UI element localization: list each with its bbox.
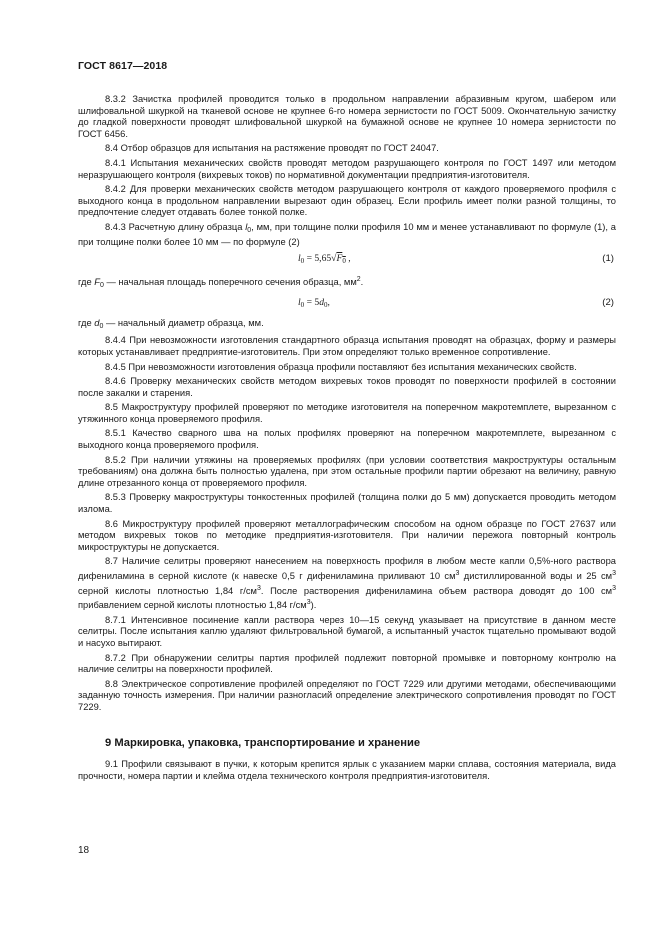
formula-1 [78, 253, 616, 266]
formula-1-radicand [336, 253, 345, 264]
formula-1-lhs: l [298, 253, 301, 265]
page-number: 18 [78, 845, 90, 856]
superscript-three-e: 3 [306, 599, 311, 607]
formula-1-lhs-subscript: 0 [300, 257, 305, 266]
formula-2-coefficient: = 5 [304, 296, 320, 308]
paragraph-8-4-5: 8.4.5 При невозможности изготовления образца профили поставляют без испытания механических свойств. [105, 361, 577, 372]
symbol-l: l [245, 221, 248, 232]
paragraph-8-7-1: 8.7.1 Интенсивное посинение капли раствора через 10—15 секунд указывает на присутствие в данном месте селитры. После испытания каплю удаляют фильтровальной бумагой, а испытанный участок тщательно промывают водой и насухо вытирают. [78, 614, 616, 648]
paragraph-8-5-2: 8.5.2 При наличии утяжины на проверяемых профилях (при условии соответствия макроструктуры остальным требованиям) она должна быть полностью удалена, при этом остальные профили партии обрезают на величину, равную длине отрезанного конца от проверяемого профиля. [78, 454, 616, 488]
where-d0-text: — начальный диаметр образца, мм. [103, 317, 264, 328]
superscript-two: 2 [356, 276, 361, 284]
paragraph-8-8: 8.8 Электрическое сопротивление профилей определяют по ГОСТ 7229 или другими методами, обеспечивающими заданную точность измерения. При наличии разногласий определение электрического сопротивления проводят по ГОСТ 7229. [78, 678, 616, 712]
where-f0-line [78, 274, 616, 292]
subscript-zero: 0 [247, 226, 252, 234]
superscript-three-a: 3 [455, 570, 460, 577]
sqrt-symbol: √ [331, 253, 337, 265]
symbol-d-subscript: 0 [99, 322, 104, 330]
formula-1-coefficient: = 5,65 [304, 253, 332, 265]
paragraph-8-4-1: 8.4.1 Испытания механических свойств проводят методом разрушающего контроля по ГОСТ 1497 или методом неразрушающего контроля (вихревых токов) по нормативной документации предприятия-изготовителя. [78, 157, 616, 180]
paragraph-8-4-3 [78, 222, 616, 248]
paragraph-8-4-2: 8.4.2 Для проверки механических свойств методом разрушающего контроля от каждого проверяемого профиля с выходного конца в продольном направлении вырезают один образец. Если профиль имеет полки разной толщины, то предпочтение следует отдавать более тонкой полке. [78, 184, 616, 218]
superscript-three-d: 3 [612, 584, 616, 592]
formula-1-number: (1) [602, 253, 614, 265]
paragraph-8-7-part-b: дистиллированной воды и 25 см [459, 571, 613, 581]
document-body [78, 94, 616, 785]
formula-2-tail: , [327, 296, 330, 308]
symbol-f-subscript: 0 [99, 282, 104, 290]
paragraph-8-7-part-e: прибавлением серной кислоты плотностью 1,84 г/см [78, 600, 307, 611]
formula-2-lhs-subscript: 0 [300, 300, 305, 309]
paragraph-8-6: 8.6 Микроструктуру профилей проверяют металлографическим способом на одном образце по ГОСТ 27637 или методом вихревых токов по методике предприятия-изготовителя. При наличии пережога повторный контроль микроструктуры не допускается. [78, 518, 616, 552]
section-9-title: 9 Маркировка, упаковка, транспортирование и хранение [105, 736, 421, 749]
symbol-d: d [94, 317, 100, 328]
formula-1-radicand-f: F [336, 253, 343, 265]
symbol-f: F [94, 277, 100, 288]
where-d0-prefix: где [78, 317, 95, 328]
formula-1-expression [298, 253, 351, 268]
paragraph-8-4: 8.4 Отбор образцов для испытания на растяжение проводят по ГОСТ 24047. [105, 143, 439, 154]
formula-1-radicand-subscript: 0 [342, 257, 346, 266]
document-header: ГОСТ 8617—2018 [78, 60, 168, 72]
where-d0-line [78, 318, 616, 333]
formula-2-d-subscript: 0 [323, 300, 328, 309]
paragraph-8-4-4: 8.4.4 При невозможности изготовления стандартного образца испытания проводят на образцах, форму и размеры которых устанавливает предприятие-изготовитель. При этом определяют только временное сопротивление. [78, 335, 616, 357]
paragraph-8-4-3-start: 8.4.3 Расчетную длину образца [105, 221, 246, 232]
paragraph-8-7-part-c: серной кислоты плотностью 1,84 г/см [78, 585, 257, 596]
formula-2-lhs: l [298, 296, 301, 308]
paragraph-8-5-1: 8.5.1 Качество сварного шва на полых профилях проверяют на поперечном макротемплете, вырезанном с выходного конца проверяемого профиля. [78, 428, 616, 451]
paragraph-8-5: 8.5 Макроструктуру профилей проверяют по методике изготовителя на поперечном макротемплете, вырезанном с утяжинного конца проверяемого профиля. [78, 402, 616, 424]
paragraph-8-3-2: 8.3.2 Зачистка профилей проводится только в продольном направлении абразивным кругом, шабером или шлифовальной шкуркой на тканевой основе не крупнее 6-го номера зернистости по ГОСТ 5009. Окончательную зачистку до гладкой поверхности проводят шлифовальной шкуркой на бумажной основе не крупнее 10 номера зернистости по ГОСТ 6456. [78, 94, 616, 139]
paragraph-9-1: 9.1 Профили связывают в пучки, к которым крепится ярлык с указанием марки сплава, состояния материала, вида прочности, номера партии и клейма отдела технического контроля предприятия-изготовителя. [78, 759, 616, 781]
paragraph-8-7-part-f: ). [310, 600, 317, 611]
formula-2-expression [298, 297, 330, 312]
paragraph-8-7-part-d: . После растворения дифениламина объем раствора доводят до 100 см [260, 585, 613, 596]
paragraph-8-4-6: 8.4.6 Проверку механических свойств методом вихревых токов проводят по поверхности профилей в состоянии после закалки и старения. [78, 376, 616, 398]
paragraph-8-7-2: 8.7.2 При обнаружении селитры партия профилей подлежит повторной промывке и повторному контролю на наличие селитры на поверхности профилей. [78, 652, 616, 675]
formula-2-number: (2) [602, 296, 614, 308]
superscript-three-c: 3 [256, 584, 261, 592]
formula-2-d: d [319, 296, 324, 308]
formula-2 [78, 297, 616, 310]
formula-1-tail: , [345, 253, 351, 265]
where-f0-period: . [360, 277, 364, 288]
paragraph-8-7 [78, 556, 616, 611]
where-f0-text: — начальная площадь поперечного сечения образца, мм [103, 277, 357, 288]
superscript-three-b: 3 [612, 570, 616, 577]
paragraph-8-4-3-end: , мм, при толщине полки профиля 10 мм и менее устанавливают по формуле (1), а при толщине полки более 10 мм — по формуле (2) [78, 221, 616, 247]
where-f0-prefix: где [78, 277, 95, 288]
paragraph-8-7-part-a: 8.7 Наличие селитры проверяют нанесением на поверхность профиля в любом месте капли 0,5%-ного раствора дифениламина в серной кислоте (к навеске 0,5 г дифениламина приливают 10 см [78, 556, 616, 581]
paragraph-8-5-3: 8.5.3 Проверку макроструктуры тонкостенных профилей (толщина полки до 5 мм) допускается проводить методом излома. [78, 492, 616, 515]
